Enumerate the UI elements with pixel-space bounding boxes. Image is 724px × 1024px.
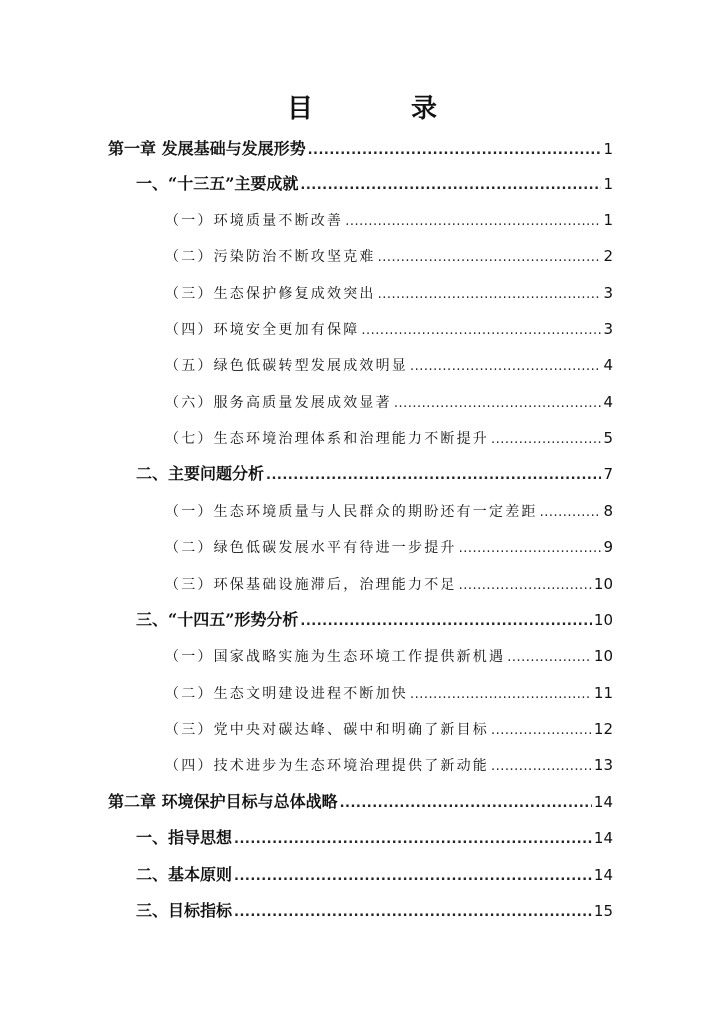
toc-entry-label: 第一章 发展基础与发展形势: [108, 139, 306, 158]
dot-leader: [410, 682, 592, 708]
toc-entry-label: （二）生态文明建设进程不断加快: [165, 686, 408, 702]
toc-entry-subsection[interactable]: [165, 498, 613, 524]
dot-leader: [540, 500, 602, 526]
dot-leader: [345, 209, 601, 235]
dot-leader: [491, 718, 592, 744]
toc-entry-subsection[interactable]: [165, 425, 613, 451]
toc-page-number: 14: [593, 793, 613, 811]
toc-page-number: 15: [593, 902, 613, 920]
toc-entry-label: 二、基本原则: [136, 865, 233, 884]
dot-leader: [234, 827, 592, 853]
dot-leader: [459, 573, 592, 599]
dot-leader: [340, 791, 592, 817]
dot-leader: [300, 173, 601, 199]
toc-page-number: 14: [593, 866, 613, 884]
toc-entry-label: （二）污染防治不断攻坚克难: [165, 249, 376, 265]
dot-leader: [361, 318, 601, 344]
toc-page-number: 10: [593, 647, 613, 665]
toc-entry-label: （一）环境质量不断改善: [165, 213, 344, 229]
toc-entry-label: 一、“十三五”主要成就: [136, 174, 299, 193]
toc-entry-subsection[interactable]: [165, 243, 613, 269]
toc-entry-subsection[interactable]: [165, 280, 613, 306]
toc-page-number: 8: [603, 502, 613, 520]
toc-entry-label: 一、指导思想: [136, 828, 233, 847]
toc-page-number: 4: [603, 356, 613, 374]
toc-entry-section[interactable]: [136, 171, 613, 197]
toc-page-number: 10: [593, 611, 613, 629]
dot-leader: [491, 427, 601, 453]
toc-entry-section[interactable]: [136, 461, 613, 487]
toc-entry-subsection[interactable]: [165, 389, 613, 415]
dot-leader: [234, 864, 592, 890]
toc-entry-subsection[interactable]: [165, 352, 613, 378]
toc-entry-subsection[interactable]: [165, 643, 613, 669]
toc-page-number: 13: [593, 756, 613, 774]
dot-leader: [459, 536, 602, 562]
toc-entry-subsection[interactable]: [165, 316, 613, 342]
dot-leader: [394, 391, 602, 417]
page-title: 目 录: [286, 94, 473, 124]
toc-entry-label: 第二章 环境保护目标与总体战略: [108, 792, 338, 811]
toc-page-number: 3: [603, 320, 613, 338]
toc-entry-subsection[interactable]: [165, 680, 613, 706]
toc-entry-section[interactable]: [136, 898, 613, 924]
toc-page-number: 1: [603, 211, 613, 229]
toc-entry-label: （二）绿色低碳发展水平有待进一步提升: [165, 540, 457, 556]
toc-page-number: 12: [593, 720, 613, 738]
toc-entry-label: （五）绿色低碳转型发展成效明显: [165, 358, 408, 374]
dot-leader: [378, 245, 602, 271]
toc-entry-label: （三）党中央对碳达峰、碳中和明确了新目标: [165, 722, 489, 738]
toc-page-number: 14: [593, 829, 613, 847]
dot-leader: [308, 138, 602, 164]
toc-entry-label: 二、主要问题分析: [136, 464, 265, 483]
toc-entry-subsection[interactable]: [165, 571, 613, 597]
toc-page-number: 1: [603, 175, 613, 193]
toc-entry-chapter-1[interactable]: [108, 136, 613, 162]
dot-leader: [378, 282, 602, 308]
dot-leader: [410, 354, 601, 380]
toc-page-number: 9: [603, 538, 613, 556]
toc-entry-label: （三）环保基础设施滞后，治理能力不足: [165, 577, 457, 593]
dot-leader: [507, 645, 592, 671]
toc-entry-subsection[interactable]: [165, 534, 613, 560]
toc-page-number: 4: [603, 393, 613, 411]
toc-entry-label: （一）生态环境质量与人民群众的期盼还有一定差距: [165, 504, 538, 520]
toc-page-number: 5: [603, 429, 613, 447]
toc-entry-label: （六）服务高质量发展成效显著: [165, 395, 392, 411]
toc-entry-label: （一）国家战略实施为生态环境工作提供新机遇: [165, 649, 506, 665]
dot-leader: [300, 609, 591, 635]
toc-entry-section[interactable]: [136, 862, 613, 888]
toc-page-number: 7: [603, 465, 613, 483]
dot-leader: [266, 463, 601, 489]
toc-entry-label: 三、目标指标: [136, 901, 233, 920]
toc-entry-section[interactable]: [136, 825, 613, 851]
toc-entry-label: （七）生态环境治理体系和治理能力不断提升: [165, 431, 489, 447]
dot-leader: [491, 754, 592, 780]
toc-page-number: 10: [593, 575, 613, 593]
toc-page-number: 11: [593, 684, 613, 702]
toc-page-number: 1: [603, 140, 613, 158]
dot-leader: [234, 900, 592, 926]
toc-entry-subsection[interactable]: [165, 207, 613, 233]
toc-entry-label: （四）技术进步为生态环境治理提供了新动能: [165, 758, 489, 774]
toc-entry-subsection[interactable]: [165, 752, 613, 778]
toc-entry-label: （四）环境安全更加有保障: [165, 322, 360, 338]
toc-entry-label: （三）生态保护修复成效突出: [165, 286, 376, 302]
toc-page-number: 3: [603, 284, 613, 302]
toc-page-number: 2: [603, 247, 613, 265]
toc-entry-chapter-2[interactable]: [108, 789, 613, 815]
toc-entry-subsection[interactable]: [165, 716, 613, 742]
toc-entry-label: 三、“十四五”形势分析: [136, 610, 299, 629]
toc-entry-section[interactable]: [136, 607, 613, 633]
